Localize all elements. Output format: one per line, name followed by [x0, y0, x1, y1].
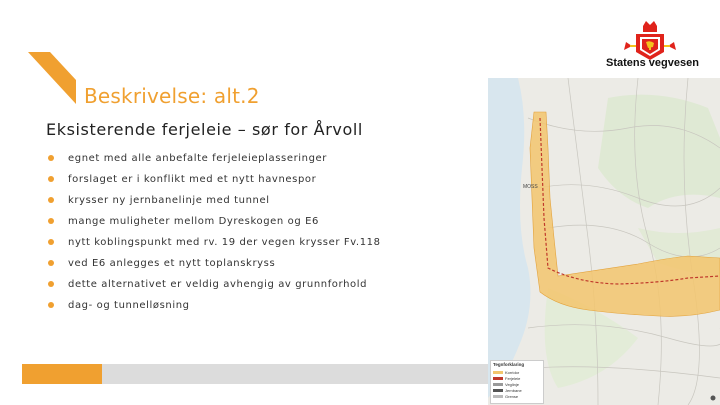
- bullet-item: [48, 152, 381, 173]
- bullet-text: forslaget er i konflikt med et nytt havnespor: [68, 174, 317, 185]
- bullet-text: ved E6 anlegges et nytt toplanskryss: [68, 258, 276, 269]
- bullet-dot-icon: [48, 302, 54, 308]
- bullet-dot-icon: [48, 239, 54, 245]
- legend-swatch-icon: [493, 371, 503, 374]
- bullet-text: nytt koblingspunkt med rv. 19 der vegen krysser Fv.118: [68, 237, 381, 248]
- bullet-list: [48, 152, 381, 320]
- legend-title: Tegnforklaring: [493, 362, 525, 367]
- bullet-item: [48, 215, 381, 236]
- legend-item: Grense: [493, 394, 518, 399]
- bullet-item: [48, 257, 381, 278]
- route-map[interactable]: [488, 78, 720, 405]
- legend-swatch-icon: [493, 389, 503, 392]
- bullet-text: dette alternativet er veldig avhengig av grunnforhold: [68, 279, 368, 290]
- legend-swatch-icon: [493, 395, 503, 398]
- bullet-dot-icon: [48, 176, 54, 182]
- bullet-text: krysser ny jernbanelinje med tunnel: [68, 195, 270, 206]
- bullet-item: [48, 278, 381, 299]
- bullet-dot-icon: [48, 218, 54, 224]
- map-graphic: [488, 78, 720, 405]
- legend-swatch-icon: [493, 383, 503, 386]
- slide-title: Beskrivelse: alt.2: [84, 84, 260, 108]
- map-place-label: MOSS: [523, 184, 538, 190]
- brand-name: Statens vegvesen: [606, 57, 699, 69]
- corner-accent-shape: [28, 52, 76, 104]
- bullet-dot-icon: [48, 281, 54, 287]
- legend-item: Ferjeleie: [493, 376, 520, 381]
- footer-bar: [102, 364, 488, 384]
- bullet-dot-icon: [48, 155, 54, 161]
- map-legend: [490, 360, 544, 404]
- bullet-item: [48, 173, 381, 194]
- bullet-item: [48, 299, 381, 320]
- bullet-text: egnet med alle anbefalte ferjeleieplasseringer: [68, 153, 328, 164]
- legend-item: Veglinje: [493, 382, 519, 387]
- legend-item: Korridor: [493, 370, 519, 375]
- footer-accent-bar: [22, 364, 102, 384]
- legend-swatch-icon: [493, 377, 503, 380]
- bullet-item: [48, 236, 381, 257]
- bullet-text: mange muligheter mellom Dyreskogen og E6: [68, 216, 319, 227]
- bullet-item: [48, 194, 381, 215]
- bullet-dot-icon: [48, 197, 54, 203]
- legend-item: Jernbane: [493, 388, 522, 393]
- slide-subtitle: Eksisterende ferjeleie – sør for Årvoll: [46, 120, 363, 139]
- bullet-text: dag- og tunnelløsning: [68, 300, 190, 311]
- bullet-dot-icon: [48, 260, 54, 266]
